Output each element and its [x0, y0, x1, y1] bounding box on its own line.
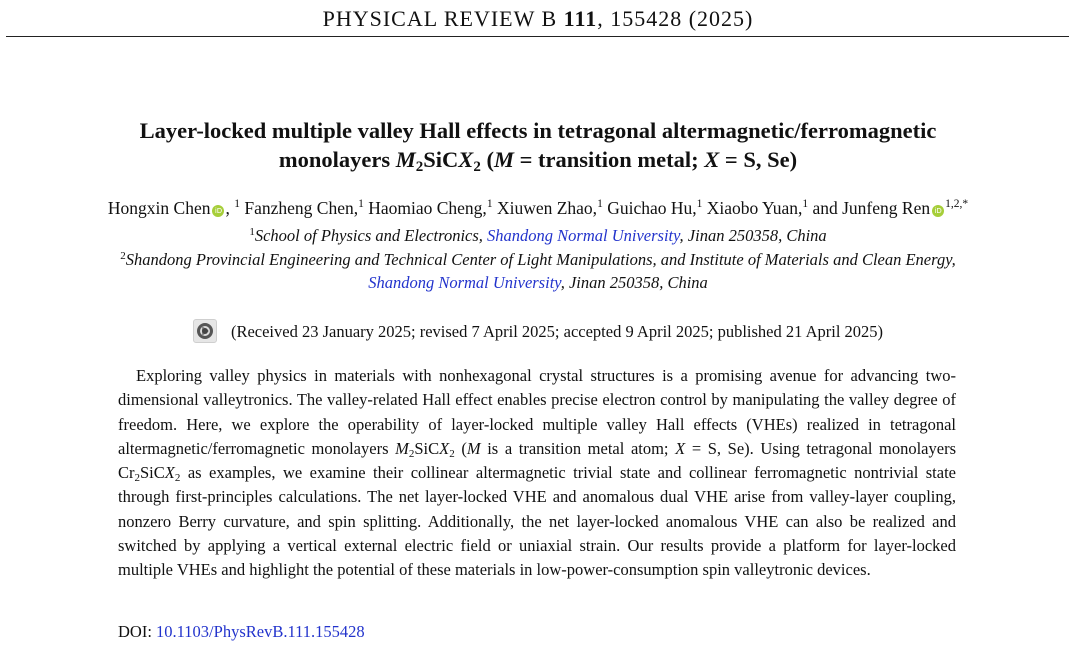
abstract-var: M — [466, 438, 481, 458]
author-affil: 1,2,* — [945, 198, 969, 210]
affiliation-text: School of Physics and Electronics, — [254, 226, 488, 245]
title-eq-2: = S, Se) — [719, 147, 798, 172]
title-formula-sub: 2 — [415, 159, 424, 175]
journal-volume: 111 — [563, 6, 598, 31]
title-line-1: Layer-locked multiple valley Hall effects in tetragonal altermagnetic/ferromagnetic — [139, 118, 937, 143]
abstract-formula-sub: 2 — [408, 447, 415, 460]
title-var-x: X — [704, 147, 720, 172]
abstract-formula: M — [395, 438, 409, 458]
abstract-var: X — [675, 438, 686, 458]
abstract-formula: X — [439, 438, 450, 458]
journal-name: PHYSICAL REVIEW B — [322, 6, 558, 31]
abstract-formula: SiC — [140, 463, 165, 483]
title-formula-x: X — [458, 147, 474, 172]
abstract-formula: X — [164, 463, 175, 483]
orcid-icon[interactable]: iD — [212, 205, 224, 217]
doi-link[interactable]: 10.1103/PhysRevB.111.155428 — [156, 622, 365, 641]
publication-dates: (Received 23 January 2025; revised 7 April 2025; accepted 9 April 2025; published 21 April 2025) — [230, 322, 884, 341]
affiliation-1 — [0, 226, 1076, 246]
publication-dates-row — [0, 319, 1076, 343]
author-affil: 1 — [597, 198, 603, 210]
abstract-formula-sub: 2 — [174, 472, 181, 485]
journal-article-info: , 155428 (2025) — [597, 6, 754, 31]
author-name[interactable]: Xiaobo Yuan, — [706, 198, 803, 218]
author-sep: , — [225, 198, 235, 218]
affiliation-tail: , Jinan 250358, China — [560, 273, 708, 292]
abstract-formula: SiC — [414, 438, 440, 458]
author-name[interactable]: Xiuwen Zhao, — [496, 198, 598, 218]
doi-label: DOI: — [118, 622, 157, 641]
header-rule — [6, 36, 1069, 37]
author-name[interactable]: Hongxin Chen — [107, 198, 211, 218]
title-formula-sub: 2 — [473, 159, 481, 175]
title-paren: ( — [480, 147, 494, 172]
article-title — [0, 116, 1076, 174]
affiliation-number: 2 — [120, 250, 126, 262]
orcid-icon[interactable]: iD — [932, 205, 944, 217]
author-name[interactable]: and Junfeng Ren — [812, 198, 931, 218]
affiliation-link[interactable]: Shandong Normal University — [368, 273, 561, 292]
abstract-formula-sub: 2 — [134, 472, 140, 485]
journal-header — [0, 6, 1076, 32]
author-affil: 1 — [358, 198, 364, 210]
abstract-text: is a transition metal atom; — [480, 438, 676, 458]
author-name[interactable]: Fanzheng Chen, — [244, 198, 359, 218]
affiliation-tail: , Jinan 250358, China — [679, 226, 827, 245]
abstract-formula-sub: 2 — [449, 447, 455, 460]
affiliation-2-continued — [0, 273, 1076, 293]
abstract-text: as examples, we examine their collinear altermagnetic trivial state and collinear ferromagnetic nontrivial state through first-principles calculations. The net layer-locked VHE and anomalous dual VHE arise from valley-layer coupling, nonzero Berry curvature, and spin splitting. Additionally, the net layer-locked anomalous VHE can also be realized and switched by applying a vertical external electric field or uniaxial strain. Our results provide a platform for layer-locked multiple VHEs and highlight the potential of these materials in low-power-consumption spin valleytronic devices. — [118, 463, 956, 580]
title-line-2 — [0, 145, 1076, 174]
title-prefix: monolayers — [278, 147, 396, 172]
doi-line — [118, 622, 365, 642]
affiliation-link[interactable]: Shandong Normal University — [487, 226, 680, 245]
title-formula-m: M — [395, 147, 416, 172]
author-affil: 1 — [234, 198, 240, 210]
title-eq-1: = transition metal; — [513, 147, 705, 172]
author-name[interactable]: Haomiao Cheng, — [368, 198, 487, 218]
abstract-text: ( — [454, 438, 467, 458]
abstract — [118, 364, 956, 583]
author-affil: 1 — [486, 198, 493, 210]
author-name[interactable]: Guichao Hu, — [607, 198, 697, 218]
abstract-text: = S, Se). Using tetragonal monolayers Cr — [118, 438, 956, 483]
abstract-text: Exploring valley physics in materials with nonhexagonal crystal structures is a promising avenue for advancing two-dimensional valleytronics. The valley-related Hall effect enables precise electron control by manipulating the valley degree of freedom. Here, we explore the operability of layer-locked multiple valley Hall effects (VHEs) realized in tetragonal altermagnetic/ferromagnetic monolayers — [118, 366, 956, 458]
affiliation-2 — [0, 250, 1076, 270]
author-affil: 1 — [802, 198, 809, 210]
author-list — [0, 198, 1076, 219]
author-affil: 1 — [696, 198, 703, 210]
title-var-m: M — [493, 147, 514, 172]
affiliation-text: Shandong Provincial Engineering and Technical Center of Light Manipulations, and Institute of Materials and Clean Energy, — [125, 250, 956, 269]
title-formula-sic: SiC — [423, 147, 459, 172]
affiliation-number: 1 — [249, 226, 255, 238]
check-for-updates-icon[interactable] — [193, 319, 217, 343]
